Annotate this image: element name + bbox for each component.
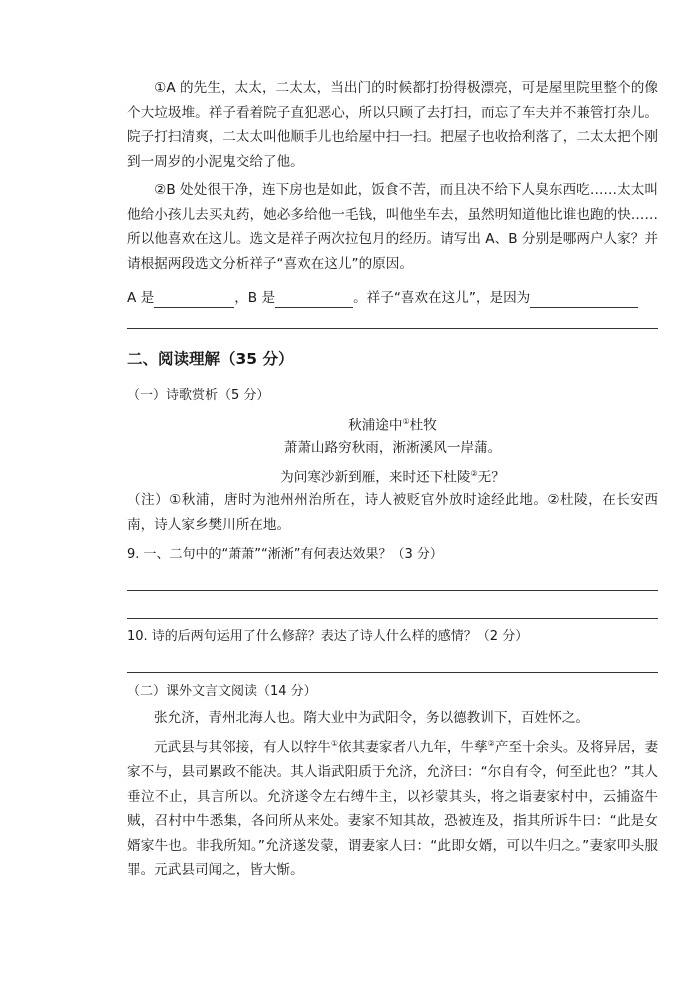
classical-paragraph-2: 元武县与其邻接，有人以牸牛①依其妻家者八九年，牛孳②产至十余头。及将异居，妻家不与，县司累政不能决。其人诣武阳质于允济，允济曰：“尔自有令，何至此也？”其人垂泣不止，具言所以。允济遂令左右缚牛主，以衫蒙其头，将之诣妻家村中，云捕盗牛贼，召村中牛悉集，各问所从来处。妻家不知其故，恐被连及，指其所诉牛曰：“此是女婿家牛也。非我所知。”允济遂发蒙，谓妻家人曰：“此即女婿，可以牛归之。”妻家叩头服罪。元武县司闻之，皆大惭。 (127, 739, 659, 879)
poem-title: 秋浦途中①杜牧 (348, 417, 437, 434)
passage-a: ①A 的先生，太太，二太太，当出门的时候都打扮得极漂亮，可是屋里院里整个的像个大垃圾堆。祥子看着院子直犯恶心，所以只顾了去打扫，而忘了车夫并不兼管打杂儿。院子打扫清爽，二太太叫他顺手儿也给屋中扫一扫。把屋子也收拾利落了，二太太把个刚到一周岁的小泥鬼交给了他。 (127, 80, 658, 170)
poem-line-2: 为问寒沙新到雁，来时还下杜陵②无？ (280, 469, 505, 486)
classical-paragraph-1: 张允济，青州北海人也。隋大业中为武阳令，务以德教训下，百姓怀之。 (154, 710, 589, 726)
question-10: 10. 诗的后两句运用了什么修辞？表达了诗人什么样的感情？（2 分） (127, 629, 529, 644)
question-9: 9. 一、二句中的“萧萧”“淅淅”有何表达效果？（3 分） (127, 547, 443, 562)
answer-rule-q9-2[interactable] (127, 618, 658, 619)
section-heading: 二、阅读理解（35 分） (127, 350, 294, 368)
answer-line: A 是 ，B 是 。祥子“喜欢在这儿”，是因为 (127, 288, 638, 308)
answer-blank-c[interactable] (530, 293, 638, 308)
poetry-section-title: （一）诗歌赏析（5 分） (127, 388, 270, 403)
answer-blank-b[interactable] (275, 293, 353, 308)
answer-rule-q10[interactable] (127, 672, 658, 673)
classical-section-title: （二）课外文言文阅读（14 分） (127, 684, 317, 699)
answer-rule-q9-1[interactable] (127, 590, 658, 591)
answer-rule[interactable] (127, 328, 658, 329)
answer-blank-a[interactable] (154, 293, 234, 308)
poem-line-1: 萧萧山路穷秋雨，淅淅溪风一岸蒲。 (283, 440, 502, 456)
poem-note: （注）①秋浦，唐时为池州州治所在，诗人被贬官外放时途经此地。②杜陵，在长安西南，诗人家乡樊川所在地。 (127, 492, 658, 533)
passage-b: ②B 处处很干净，连下房也是如此，饭食不苦，而且决不给下人臭东西吃……太太叫他给小孩儿去买丸药，她必多给他一毛钱，叫他坐车去，虽然明知道他比谁也跑的快……所以他喜欢在这儿。选文是祥子两次拉包月的经历。请写出 A、B 分别是哪两户人家？并请根据两段选文分析祥子“喜欢在这儿”的原因。 (127, 182, 658, 272)
